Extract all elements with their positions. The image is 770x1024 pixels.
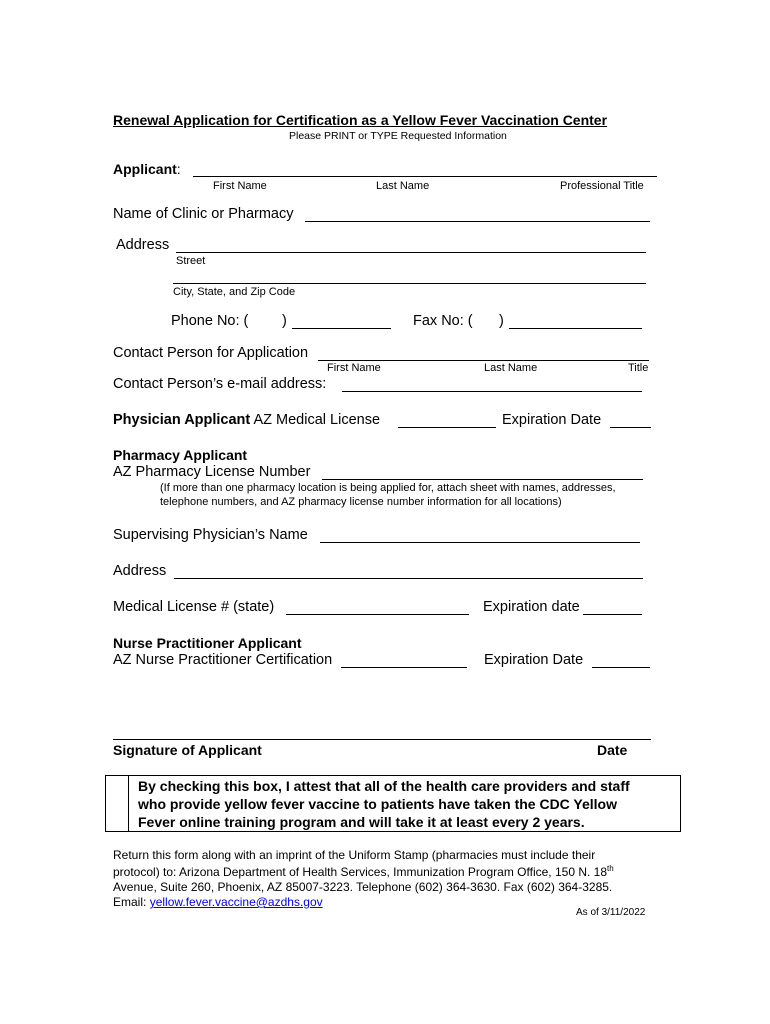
nurse-expiration-field[interactable] — [592, 653, 650, 668]
footer-email-row: Email: yellow.fever.vaccine@azdhs.gov — [113, 895, 323, 909]
street-caption: Street — [176, 255, 206, 267]
contact-email-label: Contact Person’s e-mail address: — [113, 376, 327, 392]
supervising-physician-field[interactable] — [320, 528, 640, 543]
version-date: As of 3/11/2022 — [576, 907, 646, 918]
footer-line2: protocol) to: Arizona Department of Health Services, Immunization Program Office, 150 N. 18th — [113, 864, 614, 879]
contact-first-name-caption: First Name — [327, 362, 381, 374]
footer-line3: Avenue, Suite 260, Phoenix, AZ 85007-3223. Telephone (602) 364-3630. Fax (602) 364-3285. — [113, 880, 613, 894]
email-link[interactable]: yellow.fever.vaccine@azdhs.gov — [149, 895, 323, 909]
attestation-line2: who provide yellow fever vaccine to patients have taken the CDC Yellow — [138, 796, 618, 812]
pharmacy-license-label: AZ Pharmacy License Number — [113, 464, 311, 480]
attestation-line3: Fever online training program and will take it at least every 2 years. — [138, 814, 585, 830]
contact-person-field[interactable] — [318, 346, 649, 361]
contact-last-name-caption: Last Name — [484, 362, 538, 374]
phone-number-field[interactable] — [292, 314, 391, 329]
attestation-box — [105, 775, 681, 832]
date-label: Date — [597, 742, 628, 758]
street-field[interactable] — [176, 238, 646, 253]
nurse-heading: Nurse Practitioner Applicant — [113, 635, 302, 651]
fax-close-paren: ) — [499, 313, 504, 329]
fax-label: Fax No: ( — [413, 313, 473, 329]
pharmacy-heading: Pharmacy Applicant — [113, 447, 248, 463]
city-state-zip-caption: City, State, and Zip Code — [173, 286, 296, 298]
medical-license-field[interactable] — [286, 600, 469, 615]
nurse-expiration-label: Expiration Date — [484, 652, 584, 668]
form-subtitle: Please PRINT or TYPE Requested Information — [289, 130, 507, 142]
pharmacy-note-line2: telephone numbers, and AZ pharmacy license number information for all locations) — [160, 496, 562, 508]
pharmacy-note-line1: (If more than one pharmacy location is being applied for, attach sheet with names, addresses, — [160, 482, 616, 494]
supervising-address-label: Address — [113, 563, 167, 579]
nurse-cert-field[interactable] — [341, 653, 467, 668]
supervising-address-field[interactable] — [174, 564, 643, 579]
clinic-label: Name of Clinic or Pharmacy — [113, 206, 294, 222]
physician-license-field[interactable] — [398, 413, 496, 428]
medical-license-expiration-field[interactable] — [583, 600, 642, 615]
phone-label: Phone No: ( — [171, 313, 249, 329]
contact-person-label: Contact Person for Application — [113, 345, 309, 361]
fax-number-field[interactable] — [509, 314, 642, 329]
signature-line[interactable] — [113, 739, 651, 740]
applicant-field[interactable] — [193, 162, 657, 177]
medical-license-expiration-label: Expiration date — [483, 599, 580, 615]
contact-title-caption: Title — [628, 362, 649, 374]
applicant-professional-title-caption: Professional Title — [560, 180, 644, 192]
physician-expiration-field[interactable] — [610, 413, 651, 428]
applicant-last-name-caption: Last Name — [376, 180, 430, 192]
address-label: Address — [116, 237, 170, 253]
attestation-line1: By checking this box, I attest that all of the health care providers and staff — [138, 778, 630, 794]
clinic-name-field[interactable] — [305, 207, 650, 222]
applicant-label: Applicant: — [113, 161, 181, 177]
phone-close-paren: ) — [282, 313, 287, 329]
physician-expiration-label: Expiration Date — [502, 412, 602, 428]
signature-label: Signature of Applicant — [113, 742, 262, 758]
pharmacy-license-field[interactable] — [322, 465, 643, 480]
nurse-cert-label: AZ Nurse Practitioner Certification — [113, 652, 333, 668]
attestation-checkbox[interactable] — [106, 776, 129, 831]
city-state-zip-field[interactable] — [173, 269, 646, 284]
applicant-first-name-caption: First Name — [213, 180, 267, 192]
form-title: Renewal Application for Certification as a Yellow Fever Vaccination Center — [113, 112, 608, 128]
footer-line1: Return this form along with an imprint of the Uniform Stamp (pharmacies must include their — [113, 848, 596, 862]
supervising-physician-label: Supervising Physician’s Name — [113, 527, 308, 543]
medical-license-label: Medical License # (state) — [113, 599, 275, 615]
physician-license-row: Physician Applicant AZ Medical License — [113, 412, 381, 428]
contact-email-field[interactable] — [342, 377, 642, 392]
